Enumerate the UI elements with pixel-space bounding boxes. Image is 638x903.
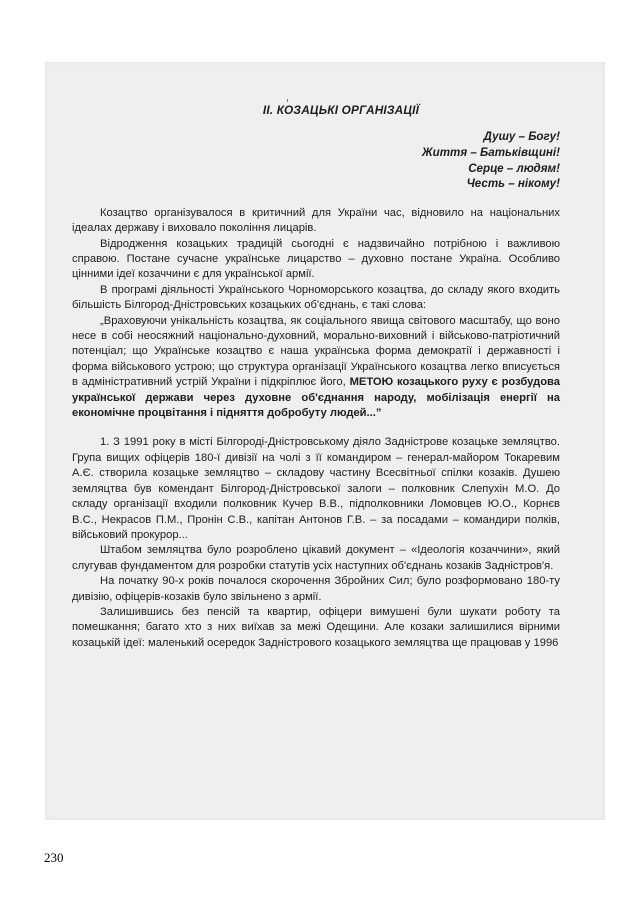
spacer: [72, 421, 560, 435]
paragraph: Штабом земляцтва було розроблено цікавий документ – «Ідеологія козаччини», який слугував фундаментом для розробки статутів усіх наступних об'єднань козаків Задністров'я.: [72, 544, 560, 572]
paragraph: Залишившись без пенсій та квартир, офіцери вимушені були шукати роботу та помешкання; багато хто з них виїхав за межі Одещини. Але козаки залишилися вірними козацькій ідеї: маленький осередок Задністрового козацького земляцтва ще працював у 1996: [72, 605, 560, 649]
section-title: ІІ. КОЗАЦЬКІ ОРГАНІЗАЦІЇ: [262, 103, 420, 117]
epigraph-line: Честь – нікому!: [466, 177, 560, 191]
quote-text: „Враховуючи унікальність козацтва, як соціального явища світового масштабу, що воно несе в собі неосяжний національно-духовний, морально-виховний і військово-патріотичний потенціал; що Українське козацтво є наша українська форма демократії і державності і форма військового устрою; що структура організації Українського козацтва легко вписується в адміністративний устрій України і підкріплює його,: [72, 314, 560, 389]
document-body: [72, 103, 560, 651]
epigraph-line: Життя – Батьківщині!: [421, 146, 560, 159]
quote-bold-text: МЕТОЮ козацького руху є розбудова української держави через духовне об'єднання народу, мобілізація енергії на економічне процвітання і підняття добробуту людей...”: [72, 376, 560, 420]
paragraph: На початку 90-х років почалося скорочення Збройних Сил; було розформовано 180-ту дивізію, офіцерів-козаків було звільнено з армії.: [72, 575, 560, 603]
epigraph-line: Душу – Богу!: [483, 130, 560, 144]
epigraph: [72, 129, 560, 191]
paragraph: Відродження козацьких традицій сьогодні є надзвичайно потрібною і важливою справою. Постане сучасне українське лицарство – духовно постане Україна. Особливо цінними ідеї козаччини є для української армії.: [72, 237, 560, 281]
quote-paragraph: [72, 314, 560, 422]
page-number: 230: [44, 850, 64, 865]
scan-artifact: [287, 99, 288, 102]
paragraph: В програмі діяльності Українського Чорноморського козацтва, до складу якого входить більшість Білгород-Дністровських козацьких об'єднань, є такі слова:: [72, 283, 560, 312]
paragraph: Козацтво організувалося в критичний для України час, відновило на національних ідеалах державу і виховало покоління лицарів.: [72, 206, 560, 235]
paragraph: 1. З 1991 року в місті Білгороді-Дністровському діяло Задністрове козацьке земляцтво. Група вищих офіцерів 180-ї дивізії на чолі з її командиром – генерал-майором Токаревим А.Є. створила козацьке земляцтво – складову частину Всесвітньої спілки козаків. Душею земляцтва був комендант Білгород-Дністровської залоги – полковник Слепухін М.О. До складу організації входили полковник Кучер В.В., підполковники Ломовцев Ю.О., Корнєв В.С., Некрасов П.М., Пронін С.В., капітан Антонов Г.В. – за посадами – командири полків, військовий прокурор...: [72, 436, 560, 541]
epigraph-line: Серце – людям!: [468, 161, 560, 175]
